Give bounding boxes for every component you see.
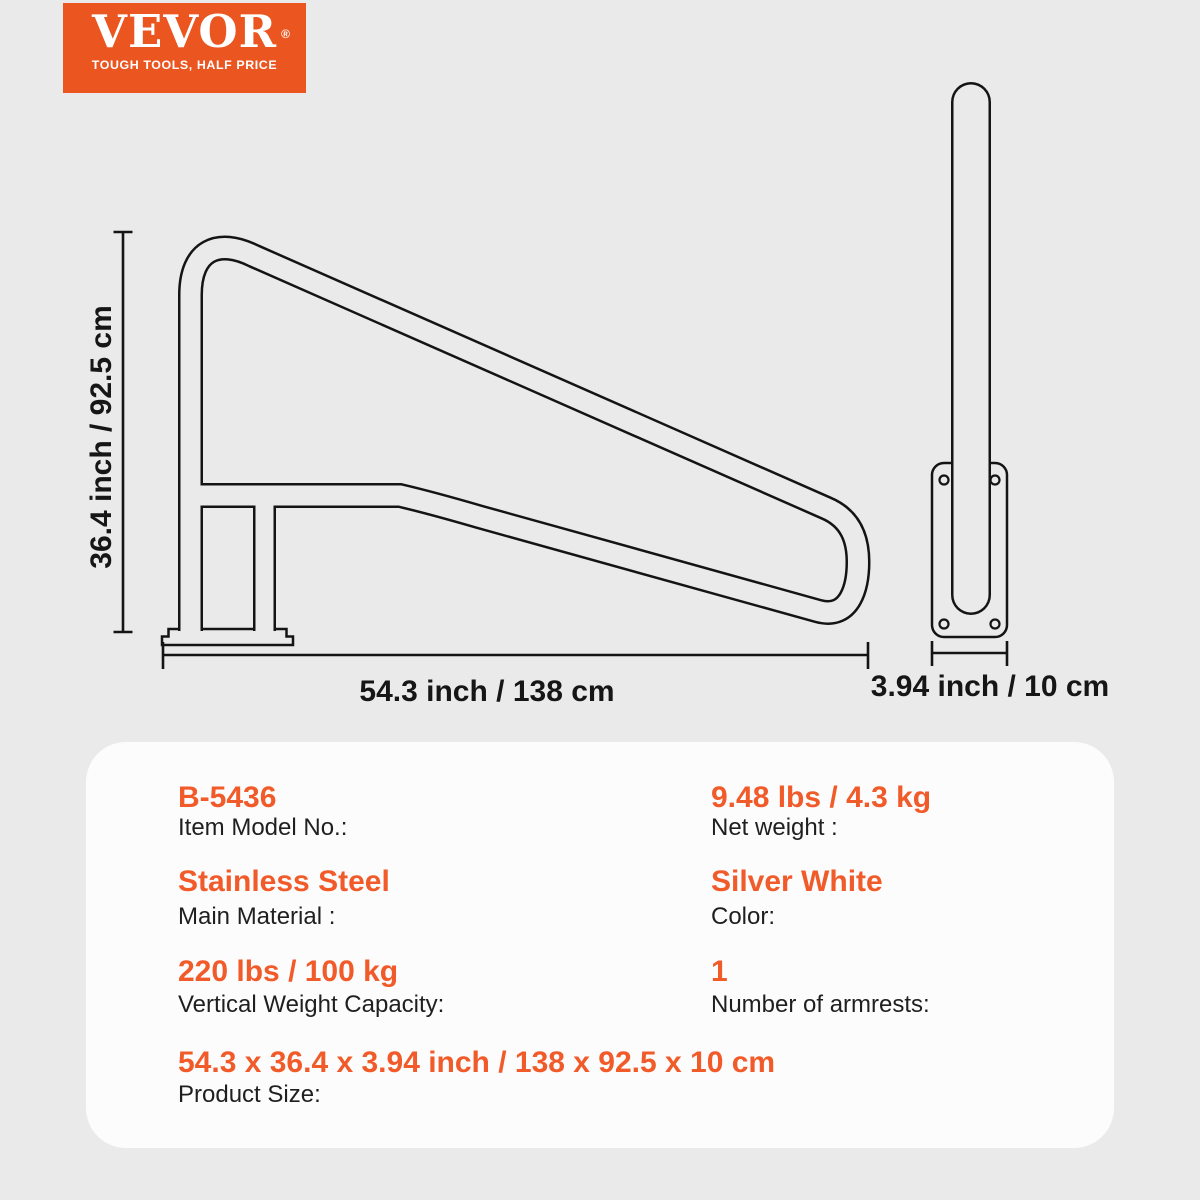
spec-label-text: Item Model No.:: [178, 814, 348, 841]
spec-label-text: Net weight :: [711, 814, 838, 841]
spec-label-text: Color:: [711, 903, 776, 930]
spec-color-value: [711, 863, 883, 901]
rail-tube-outline: [191, 248, 859, 631]
spec-value-text: 1: [711, 955, 728, 988]
spec-label-text: Product Size:: [178, 1081, 321, 1108]
spec-size-value: [178, 1044, 775, 1082]
spec-value-text: Stainless Steel: [178, 865, 390, 898]
spec-weight-value: [711, 779, 931, 817]
spec-armrests-value: [711, 953, 728, 991]
spec-value-text: 54.3 x 36.4 x 3.94 inch / 138 x 92.5 x 10 cm: [178, 1046, 776, 1079]
spec-capacity-label: [178, 990, 444, 1020]
spec-material-value: [178, 863, 390, 901]
bolt-hole: [940, 620, 949, 629]
dimension-lines: [114, 232, 1008, 669]
spec-weight-label: [711, 813, 838, 843]
bolt-hole: [991, 476, 1000, 485]
spec-label-text: Vertical Weight Capacity:: [178, 991, 445, 1018]
depth-dimension-label: 3.94 inch / 10 cm: [870, 670, 1110, 703]
base-plate-outline: [162, 629, 293, 645]
rail-tube-inner: [191, 248, 859, 631]
spec-material-label: [178, 902, 335, 932]
spec-model-label: [178, 813, 347, 843]
spec-value-text: 220 lbs / 100 kg: [178, 955, 399, 988]
bolt-hole: [991, 620, 1000, 629]
spec-value-text: B-5436: [178, 781, 277, 814]
width-dimension-label: 54.3 inch / 138 cm: [359, 675, 615, 708]
spec-value-text: 9.48 lbs / 4.3 kg: [711, 781, 932, 814]
handrail-side-view-drawing: [162, 248, 858, 645]
spec-panel: [86, 742, 1114, 1148]
spec-capacity-value: [178, 953, 398, 991]
spec-model-value: [178, 779, 276, 817]
registered-trademark-icon: ®: [281, 27, 291, 41]
spec-label-text: Number of armrests:: [711, 991, 930, 1018]
vevor-logo-tagline: TOUGH TOOLS, HALF PRICE: [91, 58, 278, 72]
spec-armrests-label: [711, 990, 930, 1020]
spec-size-label: [178, 1080, 321, 1110]
spec-color-label: [711, 902, 775, 932]
spec-value-text: Silver White: [711, 865, 883, 898]
spec-label-text: Main Material :: [178, 903, 336, 930]
height-dimension-label: 36.4 inch / 92.5 cm: [85, 305, 118, 569]
post-front-view-drawing: [932, 102, 1007, 637]
vevor-logo-text: VEVOR: [92, 5, 277, 58]
bolt-hole: [940, 476, 949, 485]
